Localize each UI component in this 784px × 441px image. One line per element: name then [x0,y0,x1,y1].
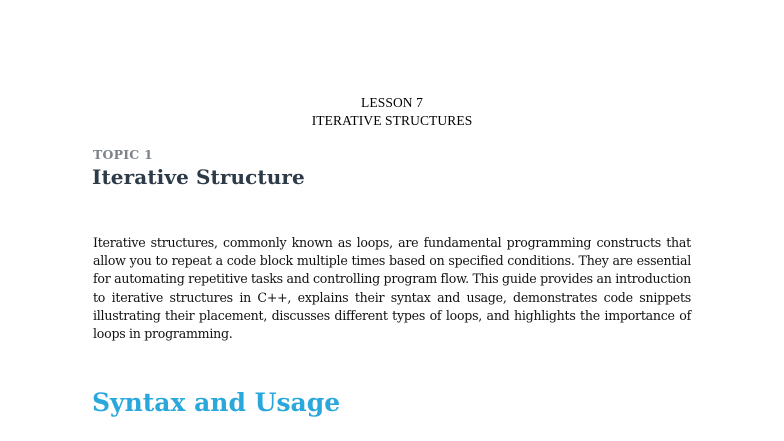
lesson-header [0,94,784,130]
section-heading: Syntax and Usage [92,388,341,417]
lesson-number: LESSON 7 [361,95,423,110]
topic-label: TOPIC 1 [93,147,153,162]
intro-paragraph: Iterative structures, commonly known as loops, are fundamental programming constructs that allow you to repeat a code block multiple times based on specified conditions. They are essential for automating repetitive tasks and controlling program flow. This guide provides an introduction to iterative structures in C++, explains their syntax and usage, demonstrates code snippets illustrating their placement, discusses different types of loops, and highlights the importance of loops in programming. [93,235,691,342]
topic-title: Iterative Structure [92,165,305,189]
lesson-title: ITERATIVE STRUCTURES [311,113,473,128]
